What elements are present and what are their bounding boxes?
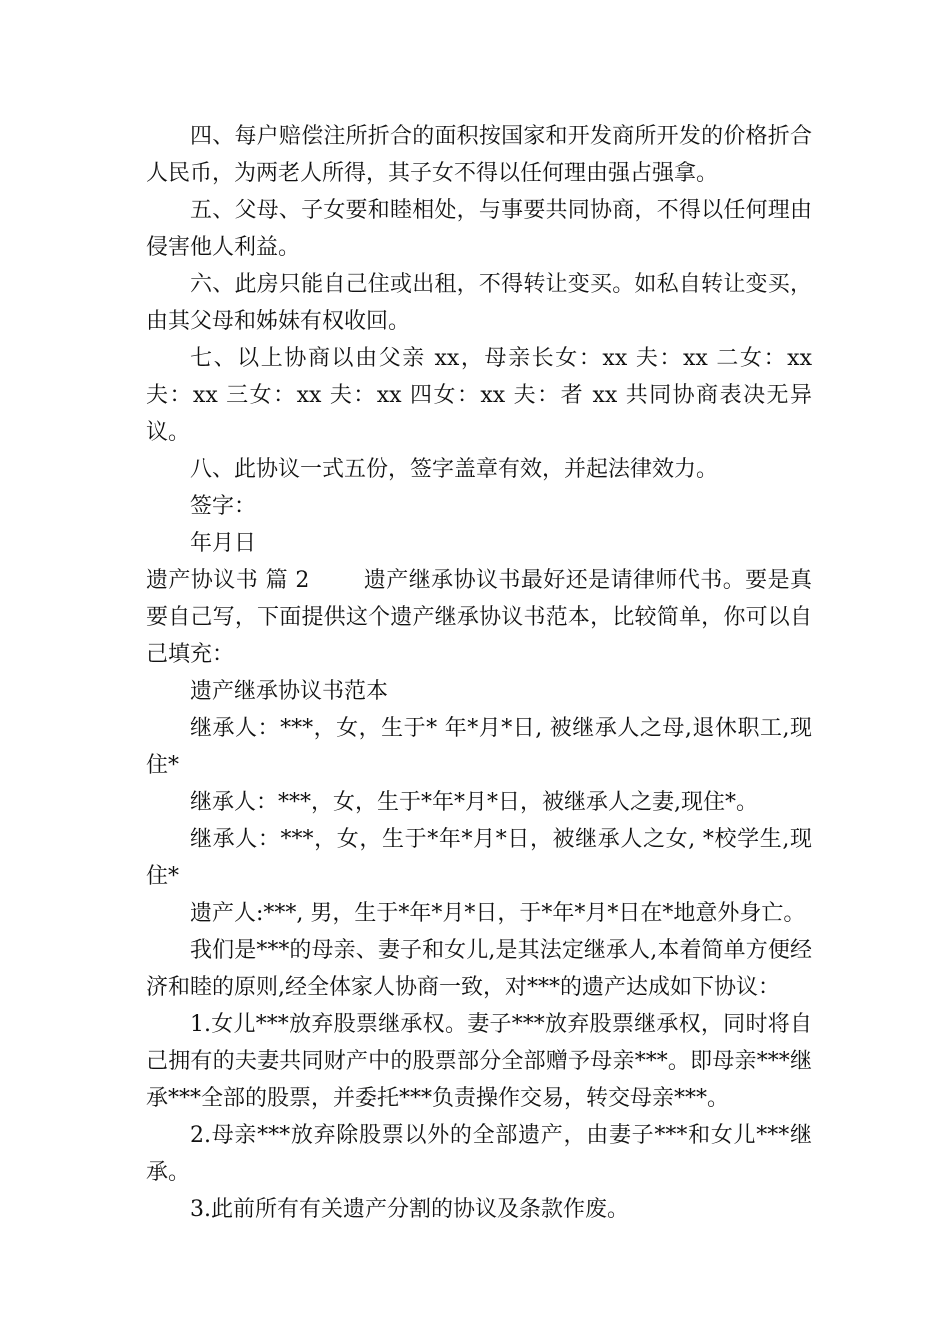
- template-title: 遗产继承协议书范本: [190, 679, 389, 704]
- paragraph-clause-4: 四、每户赔偿注所折合的面积按国家和开发商所开发的价格折合人民币，为两老人所得，其子女不得以任何理由强占强拿。: [146, 124, 812, 186]
- section-2-intro: 遗产继承协议书最好还是请律师代书。要是真要自己写，下面提供这个遗产继承协议书范本，比较简单，你可以自己填充：: [146, 568, 812, 667]
- agreement-item-3: 3.此前所有有关遗产分割的协议及条款作废。: [190, 1197, 629, 1222]
- agreement-preamble: 我们是***的母亲、妻子和女儿,是其法定继承人,本着简单方便经济和睦的原则,经全体家人协商一致，对***的遗产达成如下协议：: [146, 938, 812, 1000]
- signature-label: 签字：: [190, 494, 257, 519]
- date-label: 年月日: [190, 531, 257, 556]
- section-2-intro-paragraph: [146, 562, 812, 673]
- paragraph-clause-8: 八、此协议一式五份，签字盖章有效，并起法律效力。: [190, 457, 719, 482]
- decedent: 遗产人:***, 男，生于*年*月*日，于*年*月*日在*地意外身亡。: [190, 901, 806, 926]
- paragraph-clause-5: 五、父母、子女要和睦相处，与事要共同协商，不得以任何理由侵害他人利益。: [146, 198, 812, 260]
- agreement-item-1: 1.女儿***放弃股票继承权。妻子***放弃股票继承权，同时将自己拥有的夫妻共同财产中的股票部分全部赠予母亲***。即母亲***继承***全部的股票，并委托***负责操作交易，转交母亲***。: [146, 1012, 812, 1111]
- document-page: [146, 118, 812, 1228]
- paragraph-clause-7: 七、以上协商以由父亲 xx，母亲长女：xx 夫：xx 二女：xx 夫：xx 三女：xx 夫：xx 四女：xx 夫：者 xx 共同协商表决无异议。: [146, 346, 812, 445]
- section-2-title: 遗产协议书 篇 2: [146, 568, 310, 593]
- paragraph-clause-6: 六、此房只能自己住或出租，不得转让变买。如私自转让变买，由其父母和姊妹有权收回。: [146, 272, 812, 334]
- heir-mother: 继承人：***，女，生于* 年*月*日, 被继承人之母,退休职工,现住*: [146, 716, 812, 778]
- heir-wife: 继承人：***，女，生于*年*月*日，被继承人之妻,现住*。: [190, 790, 758, 815]
- agreement-item-2: 2.母亲***放弃除股票以外的全部遗产，由妻子***和女儿***继承。: [146, 1123, 812, 1185]
- heir-daughter: 继承人：***，女，生于*年*月*日，被继承人之女, *校学生,现住*: [146, 827, 812, 889]
